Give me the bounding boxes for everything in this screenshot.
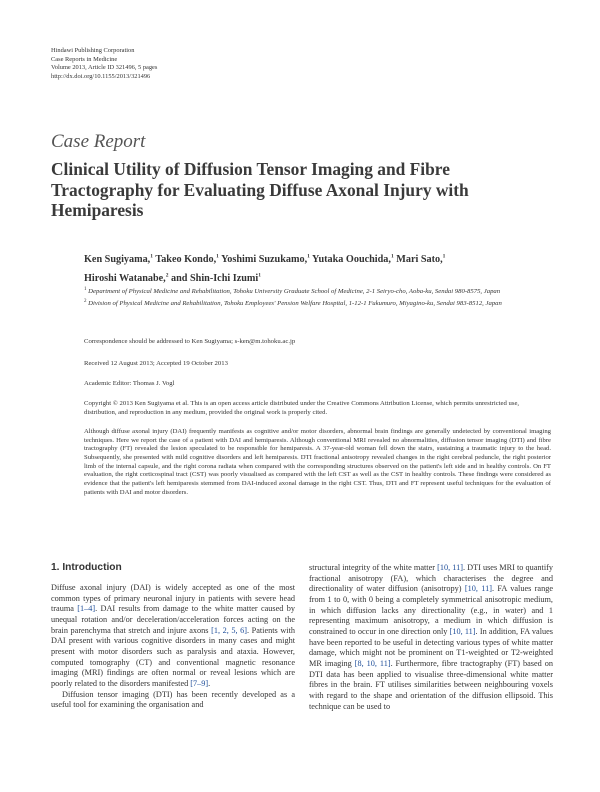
citation-link[interactable]: [10, 11] <box>449 626 476 636</box>
author-list <box>84 250 534 286</box>
affiliations <box>84 285 544 310</box>
author: Hiroshi Watanabe,$^2$ <box>84 272 169 284</box>
citation-link[interactable]: [10, 11] <box>437 563 463 572</box>
author: Mari Sato,$^1$ <box>396 254 446 266</box>
paragraph: structural integrity of the white matter [10, 11]. DTI uses MRI to quantify fractional anisotropy (FA), which characterises the degree and directionality of water diffusion (anisotropy) [10, 11]. FA values range from 1 to 0, with 0 being a completely symmetrical anisotropic medium, in which diffusion lacks any directionality (e.g., in water) and 1 representing maximum anisotropy, a medium in which diffusion is constrained to occur in one direction only [10, 11]. In addition, FA values have been reported to be useful in detecting various types of white matter damage, which might not be prominent on T1-weighted or T2-weighted MR imaging [8, 10, 11]. Furthermore, fibre tractography (FT) based on DTI data has been applied to visualise three-dimensional white matter fibres in the brain. FT utilises similarities between neighbouring voxels with regard to the shape and orientation of the diffusion ellipsoid. This technique can be used to <box>309 563 553 711</box>
publisher: Hindawi Publishing Corporation <box>51 47 135 54</box>
journal-name: Case Reports in Medicine <box>51 55 118 63</box>
correspondence: Correspondence should be addressed to Ken Sugiyama; s-ken@m.tohoku.ac.jp <box>84 338 296 345</box>
author: Yoshimi Suzukamo,$^1$ <box>221 254 310 266</box>
section-heading: 1. Introduction <box>51 562 122 573</box>
author: Ken Sugiyama,$^1$ <box>84 254 153 266</box>
paragraph: Diffusion tensor imaging (DTI) has been recently developed as a useful tool for examining the organisation and <box>51 689 295 710</box>
academic-editor: Academic Editor: Thomas J. Vogl <box>84 380 175 387</box>
copyright-notice: Copyright © 2013 Ken Sugiyama et al. This is an open access article distributed under the Creative Commons Attribution License, which permits unrestricted use, distribution, and reproduction in any medium, provided the original work is properly cited. <box>84 400 520 417</box>
citation-link[interactable]: [10, 11] <box>464 584 492 594</box>
abstract: Although diffuse axonal injury (DAI) frequently manifests as cognitive and/or motor disorders, abnormal brain findings are generally undetected by conventional imaging techniques. Here we report the case of a patient with DAI and hemiparesis. Although conventional MRI revealed no abnormalities, diffusion tensor imaging (DTI) and fibre tractography (FT) revealed the lesion speculated to be responsible for hemiparesis. A 37-year-old woman fell down the stairs, sustaining a traumatic injury to the head. Subsequently, she presented with mild cognitive disorders and left hemiparesis. DTI fractional anisotropy revealed changes in the right cerebral peduncle, the right posterior limb of the internal capsule, and the right corona radiata when compared with the corresponding structures observed on the patient's left side and in healthy controls. On FT evaluation, the right corticospinal tract (CST) was poorly visualised as compared with the left CST as well as the CST in healthy controls. These findings were considered as evidence that the patient's left hemiparesis stemmed from DAI-induced axonal damage in the right CST. Thus, DTI and FT represent useful techniques for the evaluation of patients with DAI and motor disorders. <box>84 428 551 496</box>
citation-link[interactable]: [1–4] <box>77 604 96 614</box>
affiliation: $^1$ Department of Physical Medicine and Rehabilitation, Tohoku University Graduate School of Medicine, 2-1 Seiryo-cho, Aoba-ku, Sendai 980-8575, Japan <box>84 287 501 296</box>
right-column <box>309 563 553 712</box>
author: Yutaka Oouchida,$^1$ <box>312 254 394 266</box>
author: Takeo Kondo,$^1$ <box>155 254 219 266</box>
article-title: Clinical Utility of Diffusion Tensor Imaging and Fibre Tractography for Evaluating Diffuse Axonal Injury with Hemiparesis <box>51 159 469 220</box>
citation-link[interactable]: [1, 2, 5, 6] <box>211 625 247 635</box>
received-dates: Received 12 August 2013; Accepted 19 October 2013 <box>84 360 228 367</box>
affiliation: $^2$ Division of Physical Medicine and Rehabilitation, Tohoku Employees' Pension Welfare Hospital, 1-12-1 Fukumuro, Miyagino-ku, Sendai 983-8512, Japan <box>84 299 502 308</box>
journal-header <box>51 47 157 81</box>
citation-link[interactable]: [7–9] <box>190 678 209 688</box>
left-column <box>51 583 295 711</box>
paragraph: Diffuse axonal injury (DAI) is widely accepted as one of the most common types of primary neuronal injury in patients with severe head trauma [1–4]. DAI results from damage to the white matter caused by unequal rotation and/or deceleration/acceleration forces acting on the brain parenchyma that stretch and injure axons [1, 2, 5, 6]. Patients with DAI present with various cognitive disorders in many cases and might present with motor disorders such as paralysis and ataxia. However, computed tomography (CT) and conventional magnetic resonance imaging (MRI) findings are often normal or reveal lesions which are poorly related to the disorders manifested [7–9]. <box>51 583 296 688</box>
volume-info: Volume 2013, Article ID 321496, 5 pages <box>51 64 158 72</box>
doi-link[interactable]: http://dx.doi.org/10.1155/2013/321496 <box>51 72 151 80</box>
citation-link[interactable]: [8, 10, 11] <box>354 658 391 668</box>
author: and Shin-Ichi Izumi$^1$ <box>171 272 261 284</box>
article-type: Case Report <box>51 131 146 152</box>
